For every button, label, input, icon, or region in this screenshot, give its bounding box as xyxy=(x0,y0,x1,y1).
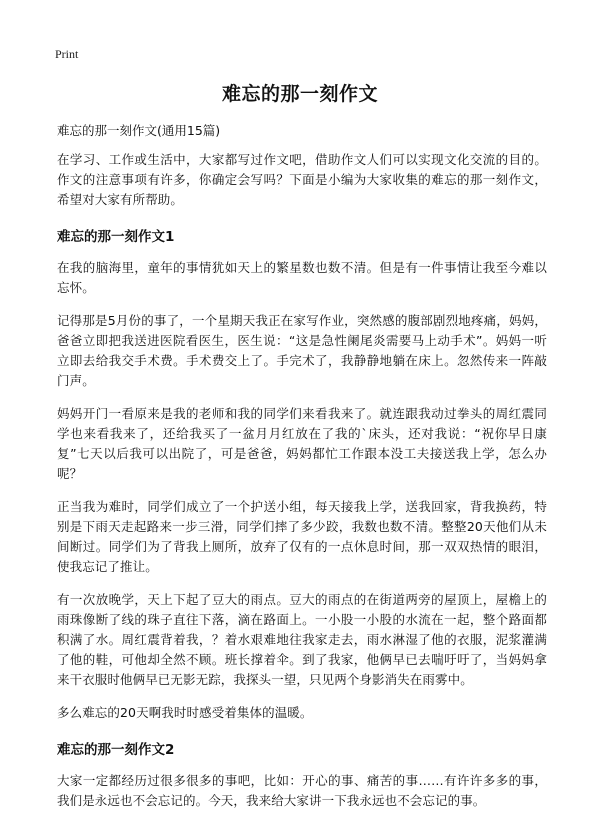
section-2-paragraph: 大家一定都经历过很多很多的事吧，比如：开心的事、痛苦的事……有许许多多的事，我们是永远也不会忘记的。今天，我来给大家讲一下我永远也不会忘记的事。 xyxy=(57,773,547,808)
page-title: 难忘的那一刻作文 xyxy=(221,83,378,105)
section-1-paragraph: 多么难忘的20天啊我时时感受着集体的温暖。 xyxy=(57,705,313,720)
section-heading-2: 难忘的那一刻作文2 xyxy=(57,742,175,758)
article-body xyxy=(57,122,547,824)
section-1-paragraph: 有一次放晚学，天上下起了豆大的雨点。豆大的雨点的在街道两旁的屋顶上，屋檐上的雨珠像断了线的珠子直往下落，滴在路面上。一小股一小股的水流在一起，整个路面都积满了水。周红震背着我，？着水艰难地往我家走去，雨水淋湿了他的衣服，泥浆灌满了他的鞋，可他却全然不顾。班长撑着伞。到了我家，他俩早已去喘吁吁了，当妈妈拿来干衣服时他俩早已无影无踪，我探头一望，只见两个身影消失在雨雾中。 xyxy=(57,592,547,687)
section-1-paragraph: 在我的脑海里，童年的事情犹如天上的繁星数也数不清。但是有一件事情让我至今难以忘怀。 xyxy=(57,260,547,295)
print-link[interactable]: Print xyxy=(55,47,79,61)
article-subtitle: 难忘的那一刻作文(通用15篇) xyxy=(57,123,221,138)
section-1-paragraph: 记得那是5月份的事了，一个星期天我正在家写作业，突然感的腹部剧烈地疼痛，妈妈，爸爸立即把我送进医院看医生，医生说：“这是急性阑尾炎需要马上动手术”。妈妈一听立即去给我交手术费。手术费交上了。手完术了，我静静地躺在床上。忽然传来一阵敲门声。 xyxy=(57,313,547,388)
intro-paragraph: 在学习、工作或生活中，大家都写过作文吧，借助作文人们可以实现文化交流的目的。作文的注意事项有许多，你确定会写吗？下面是小编为大家收集的难忘的那一刻作文，希望对大家有所帮助。 xyxy=(57,152,547,207)
section-heading-1: 难忘的那一刻作文1 xyxy=(57,229,175,245)
section-1-paragraph: 妈妈开门一看原来是我的老师和我的同学们来看我来了。就连跟我动过拳头的周红震同学也来看我来了，还给我买了一盆月月红放在了我的`床头，还对我说：“祝你早日康复”七天以后我可以出院了，可是爸爸，妈妈都忙工作跟本没工夫接送我上学，怎么办呢？ xyxy=(57,406,547,481)
section-1-paragraph: 正当我为难时，同学们成立了一个护送小组，每天接我上学，送我回家，背我换药，特别是下雨天走起路来一步三滑，同学们摔了多少跤，我数也数不清。整整20天他们从未间断过。同学们为了背我上厕所，放弃了仅有的一点休息时间，那一双双热情的眼泪，使我忘记了推让。 xyxy=(57,499,547,574)
